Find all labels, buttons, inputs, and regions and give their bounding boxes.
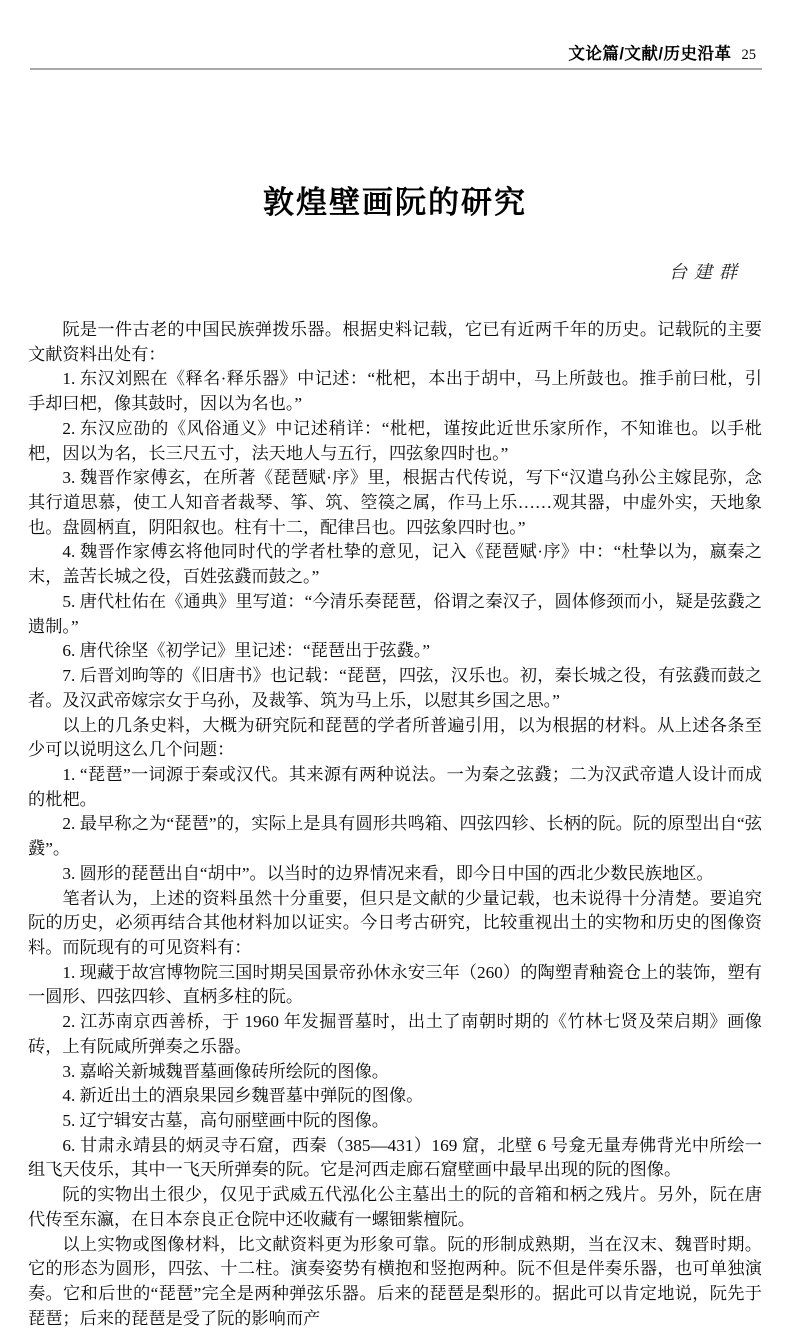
body-paragraph: 3. 嘉峪关新城魏晋墓画像砖所绘阮的图像。 (62, 1061, 389, 1081)
body-paragraph: 3. 魏晋作家傅玄，在所著《琵琶赋·序》里，根据古代传说，写下“汉遣乌孙公主嫁昆弥，念其行道思慕，使工人知音者裁琴、筝、筑、箜篌之属，作马上乐……观其器，中虚外实，天地象也。盘圆柄直，阴阳叙也。柱有十二，配律吕也。四弦象四时也。” (28, 468, 762, 537)
body-paragraph: 笔者认为，上述的资料虽然十分重要，但只是文献的少量记载，也未说得十分清楚。要追究阮的历史，必须再结合其他材料加以证实。今日考古研究，比较重视出土的实物和历史的图像资料。而阮现有的可见资料有： (28, 888, 762, 957)
body-paragraph: 5. 辽宁辑安古墓，高句丽壁画中阮的图像。 (62, 1111, 389, 1130)
body-paragraph: 7. 后晋刘昫等的《旧唐书》也记载：“琵琶，四弦，汉乐也。初，秦长城之役，有弦鼗而鼓之者。及汉武帝嫁宗女于乌孙，及裁筝、筑为马上乐，以慰其乡国之思。” (28, 666, 762, 710)
body-paragraph: 以上实物或图像材料，比文献资料更为形象可靠。阮的形制成熟期，当在汉末、魏晋时期。它的形态为圆形，四弦、十二柱。演奏姿势有横抱和竖抱两种。阮不但是伴奏乐器，也可单独演奏。它和后世的“琵琶”完全是两种弹弦乐器。后来的琵琶是梨形的。据此可以肯定地说，阮先于琵琶；后来的琵琶是受了阮的影响而产 (28, 1234, 762, 1328)
body-paragraph: 6. 唐代徐坚《初学记》里记述：“琵琶出于弦鼗。” (62, 641, 430, 661)
page-number: 25 (741, 47, 756, 63)
body-paragraph: 3. 圆形的琵琶出自“胡中”。以当时的边界情况来看，即今日中国的西北少数民族地区。 (62, 863, 714, 883)
article-body (28, 318, 762, 1331)
body-paragraph: 4. 魏晋作家傅玄将他同时代的学者杜挚的意见，记入《琵琶赋·序》中：“杜挚以为，嬴秦之末，盖苦长城之役，百姓弦鼗而鼓之。” (28, 542, 762, 587)
body-paragraph: 5. 唐代杜佑在《通典》里写道：“今清乐奏琵琶，俗谓之秦汉子，圆体修颈而小，疑是弦鼗之遗制。” (28, 591, 762, 636)
body-paragraph: 2. 江苏南京西善桥，于 1960 年发掘晋墓时，出土了南朝时期的《竹林七贤及荣启期》画像砖，上有阮咸所弹奏之乐器。 (28, 1012, 762, 1056)
body-paragraph: 1. “琵琶”一词源于秦或汉代。其来源有两种说法。一为秦之弦鼗；二为汉武帝遣人设计而成的枇杷。 (28, 764, 762, 809)
section-label: 文论篇/文献/历史沿革 (568, 45, 732, 63)
body-paragraph: 阮是一件古老的中国民族弹拨乐器。根据史料记载，它已有近两千年的历史。记载阮的主要文献资料出处有： (28, 320, 762, 364)
body-paragraph: 2. 东汉应劭的《风俗通义》中记述稍详：“枇杷，谨按此近世乐家所作，不知谁也。以手枇杷，因以为名，长三尺五寸，法天地人与五行，四弦象四时也。” (28, 418, 762, 463)
body-paragraph: 6. 甘肃永靖县的炳灵寺石窟，西秦（385—431）169 窟，北壁 6 号龛无量寿佛背光中所绘一组飞天伎乐，其中一飞天所弹奏的阮。它是河西走廊石窟壁画中最早出现的阮的图像。 (28, 1135, 762, 1180)
body-paragraph: 2. 最早称之为“琵琶”的，实际上是具有圆形共鸣箱、四弦四轸、长柄的阮。阮的原型出自“弦鼗”。 (28, 814, 762, 859)
header-divider (30, 68, 762, 70)
article-title: 敦煌壁画阮的研究 (263, 184, 527, 220)
body-paragraph: 4. 新近出土的酒泉果园乡魏晋墓中弹阮的图像。 (62, 1086, 424, 1106)
body-paragraph: 1. 东汉刘熙在《释名·释乐器》中记述：“枇杷，本出于胡中，马上所鼓也。推手前曰枇，引手却曰杷，像其鼓时，因以为名也。” (28, 369, 762, 414)
running-header (568, 40, 756, 64)
body-paragraph: 以上的几条史料，大概为研究阮和琵琶的学者所普遍引用，以为根据的材料。从上述各条至少可以说明这么几个问题： (28, 715, 762, 760)
body-paragraph: 1. 现藏于故宫博物院三国时期吴国景帝孙休永安三年（260）的陶塑青釉瓷仓上的装饰，塑有一圆形、四弦四轸、直柄多柱的阮。 (28, 962, 762, 1007)
body-paragraph: 阮的实物出土很少，仅见于武威五代泓化公主墓出土的阮的音箱和柄之残片。另外，阮在唐代传至东瀛，在日本奈良正仓院中还收藏有一螺钿紫檀阮。 (28, 1185, 762, 1229)
article-author: 台建群 (669, 262, 744, 282)
